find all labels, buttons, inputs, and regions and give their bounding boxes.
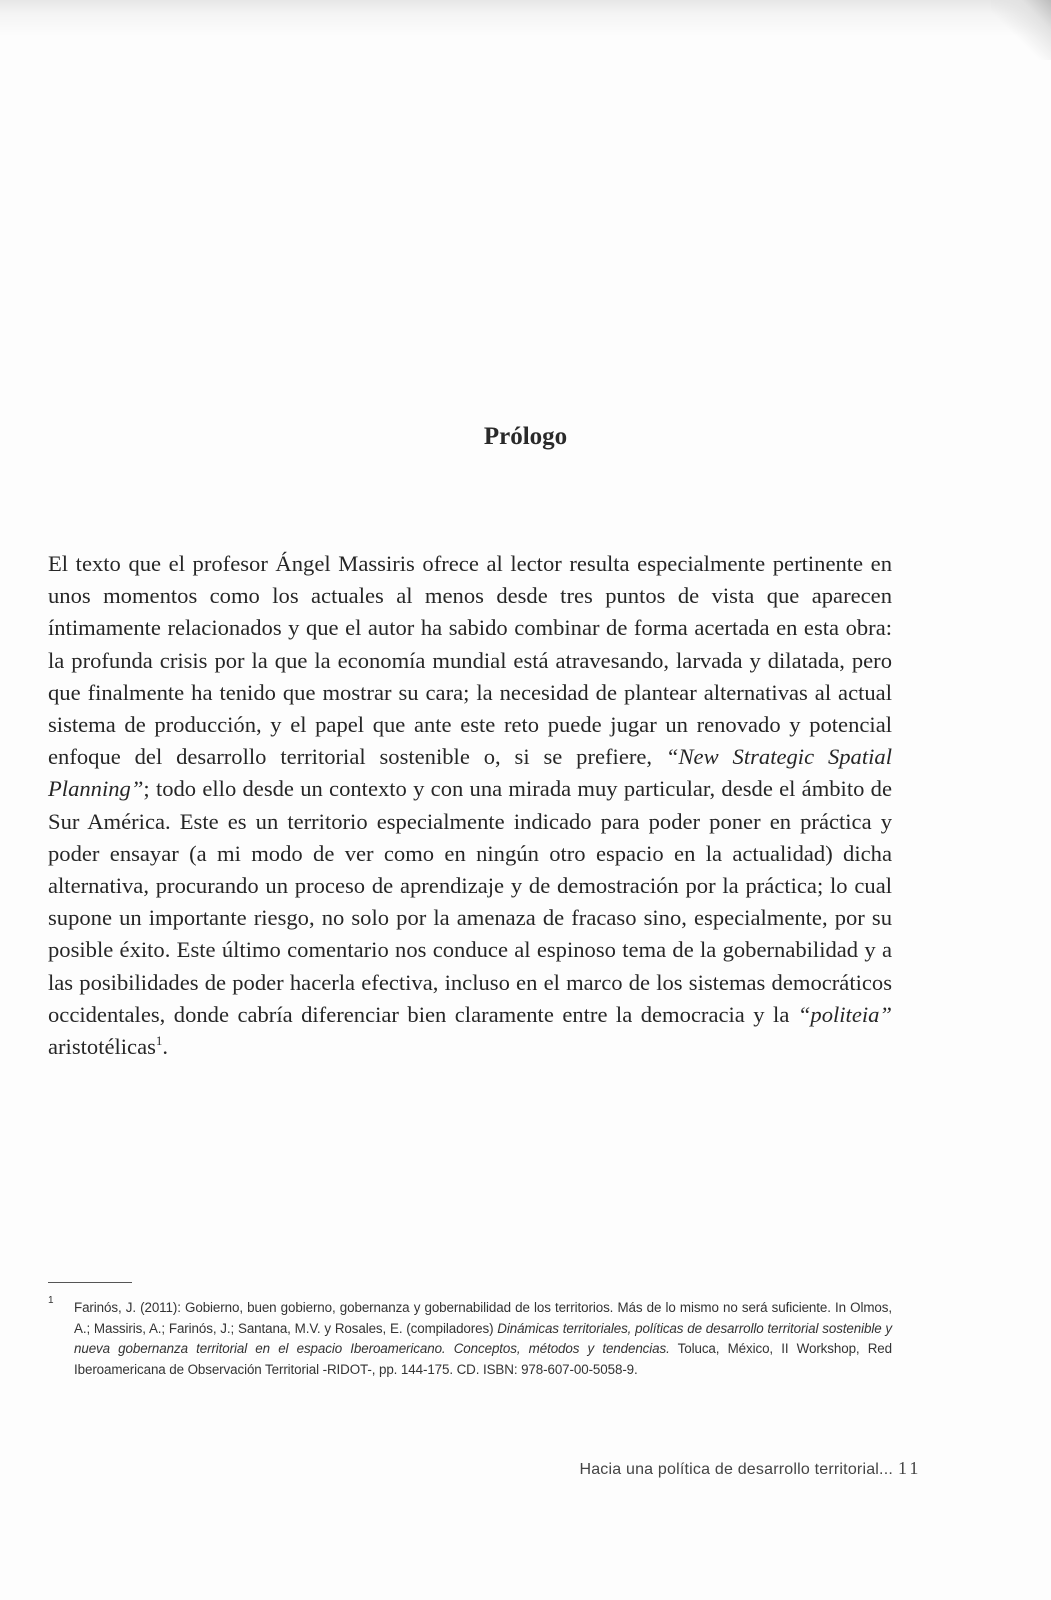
body-text-part-4: . [162, 1034, 169, 1060]
body-text-part-2: ; todo ello desde un contexto y con una mirada muy particular, desde el ámbito de Sur América. Este es un territorio especialmente indicado para poder poner en práctica y poder ensayar (a mi modo de ver como en ningún otro espacio en la actualidad) dicha alternativa, procurando un proceso de aprendizaje y de demostración por la práctica; lo cual supone un importante riesgo, no solo por la amenaza de fracaso sino, especialmente, por su posible éxito. Este último comentario nos conduce al espinoso tema de la gobernabilidad y a las posibilidades de poder hacerla efectiva, incluso en el marco de los sistemas democráticos occidentales, donde cabría diferenciar bien claramente entre la democracia y la [48, 776, 892, 1027]
scan-shadow-corner [991, 0, 1051, 60]
body-italic-quote-2: “politeia” [797, 1001, 892, 1027]
footnote-number: 1 [48, 1295, 54, 1306]
footnote-divider [48, 1282, 132, 1283]
page-title: Prólogo [483, 423, 568, 450]
body-text-part-1: El texto que el profesor Ángel Massiris ofrece al lector resulta especialmente pertinente en unos momentos como los actuales al menos desde tres puntos de vista que aparecen íntimamente relacionados y que el autor ha sabido combinar de forma acertada en esta obra: la profunda crisis por la que la economía mundial está atravesando, larvada y dilatada, pero que finalmente ha tenido que mostrar su cara; la necesidad de plantear alternativas al actual sistema de producción, y el papel que ante este reto puede jugar un renovado y potencial enfoque del desarrollo territorial sostenible o, si se prefiere, [48, 551, 892, 770]
body-text-part-3: aristotélicas [48, 1034, 156, 1060]
page-number: 11 [898, 1458, 922, 1478]
running-footer: Hacia una política de desarrollo territorial... [579, 1461, 893, 1478]
footnote-text [74, 1298, 892, 1380]
footnote-reference: 1 [155, 1033, 163, 1049]
body-italic-quote-1: “New Strategic Spatial Planning” [48, 744, 892, 802]
footnote-italic-title: Dinámicas territoriales, políticas de desarrollo territorial sostenible y nueva gobernanza territorial en el espacio Iberoamericano. Conceptos, métodos y tendencias. [74, 1320, 892, 1357]
footnote-text-part-2: Toluca, México, II Workshop, Red Iberoamericana de Observación Territorial -RIDOT-, pp. 144-175. CD. ISBN: 978-607-00-5058-9. [74, 1341, 892, 1377]
footnote-text-part-1: Farinós, J. (2011): Gobierno, buen gobierno, gobernanza y gobernabilidad de los territorios. Más de lo mismo no será suficiente. In Olmos, A.; Massiris, A.; Farinós, J.; Santana, M.V. y Rosales, E. (compiladores) [74, 1300, 892, 1336]
body-paragraph [48, 548, 892, 1063]
scan-shadow-top [0, 0, 1051, 36]
